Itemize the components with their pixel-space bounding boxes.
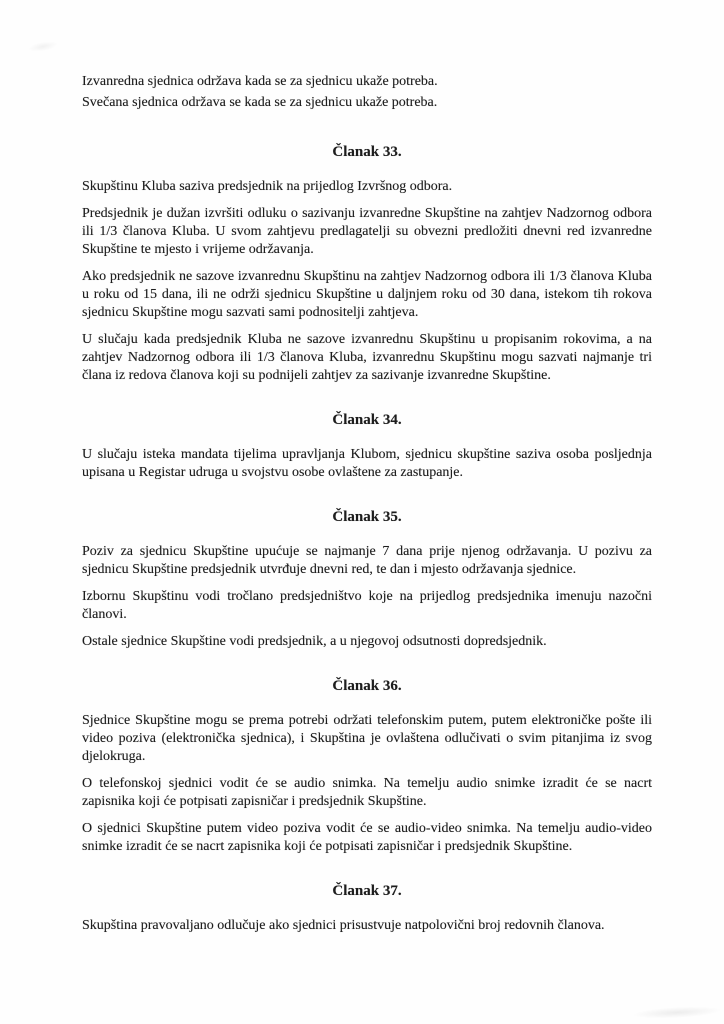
article-33 — [82, 143, 652, 385]
article-heading: Članak 35. — [332, 509, 402, 525]
paragraph: Izbornu Skupštinu vodi tročlano predsjedništvo koje na prijedlog predsjednika imenuju nazočni članovi. — [82, 589, 652, 622]
article-heading: Članak 34. — [332, 412, 402, 428]
article-heading: Članak 37. — [332, 883, 402, 899]
document-content — [82, 73, 652, 944]
paragraph: Predsjednik je dužan izvršiti odluku o sazivanju izvanredne Skupštine na zahtjev Nadzornog odbora ili 1/3 članova Kluba. U svom zahtjevu predlagatelji su obvezni predložiti dnevni red izvanredne Skupštine te mjesto i vrijeme održavanja. — [82, 206, 652, 257]
article-36 — [82, 677, 652, 856]
intro-line: Svečana sjednica održava se kada se za sjednicu ukaže potreba. — [82, 95, 438, 110]
article-heading: Članak 33. — [332, 144, 402, 160]
paragraph: O telefonskoj sjednici vodit će se audio snimka. Na temelju audio snimke izradit će se nacrt zapisnika koji će potpisati zapisničar i predsjednik Skupštine. — [82, 776, 652, 809]
paragraph: U slučaju kada predsjednik Kluba ne sazove izvanrednu Skupštinu u propisanim rokovima, a na zahtjev Nadzornog odbora ili 1/3 članova Kluba, izvanrednu Skupštinu mogu sazvati najmanje tri člana iz redova članova koji su podnijeli zahtjev za sazivanje izvanredne Skupštine. — [82, 332, 652, 383]
article-heading: Članak 36. — [332, 678, 402, 694]
intro-line: Izvanredna sjednica održava kada se za sjednicu ukaže potreba. — [82, 74, 438, 89]
paragraph: Poziv za sjednicu Skupštine upućuje se najmanje 7 dana prije njenog održavanja. U pozivu za sjednicu Skupštine predsjednik utvrđuje dnevni red, te dan i mjesto održavanja sjednice. — [82, 544, 652, 577]
paragraph: Ostale sjednice Skupštine vodi predsjednik, a u njegovoj odsutnosti dopredsjednik. — [82, 634, 547, 649]
paragraph: U slučaju isteka mandata tijelima upravljanja Klubom, sjednicu skupštine saziva osoba posljednja upisana u Registar udruga u svojstvu osobe ovlaštene za zastupanje. — [82, 447, 652, 480]
scan-smudge-top-left — [27, 39, 58, 53]
paragraph: Skupštinu Kluba saziva predsjednik na prijedlog Izvršnog odbora. — [82, 179, 453, 194]
paragraph: O sjednici Skupštine putem video poziva vodit će se audio-video snimka. Na temelju audio-video snimke izradit će se nacrt zapisnika koji će potpisati zapisničar i predsjednik Skupštine. — [82, 821, 652, 854]
paragraph: Sjednice Skupštine mogu se prema potrebi održati telefonskim putem, putem elektroničke pošte ili video poziva (elektronička sjednica), i Skupština je ovlaštena odlučivati o svim pitanjima iz svog djelokruga. — [82, 713, 652, 764]
article-37 — [82, 882, 652, 935]
article-34 — [82, 411, 652, 482]
paragraph: Skupština pravovaljano odlučuje ako sjednici prisustvuje natpolovični broj redovnih članova. — [82, 918, 605, 933]
article-35 — [82, 508, 652, 651]
scan-smudge-bottom-right — [632, 1005, 722, 1021]
paragraph: Ako predsjednik ne sazove izvanrednu Skupštinu na zahtjev Nadzornog odbora ili 1/3 članova Kluba u roku od 15 dana, ili ne održi sjednicu Skupštine u daljnjem roku od 30 dana, istekom tih rokova sjednicu Skupštine mogu sazvati sami podnositelji zahtjeva. — [82, 269, 652, 320]
